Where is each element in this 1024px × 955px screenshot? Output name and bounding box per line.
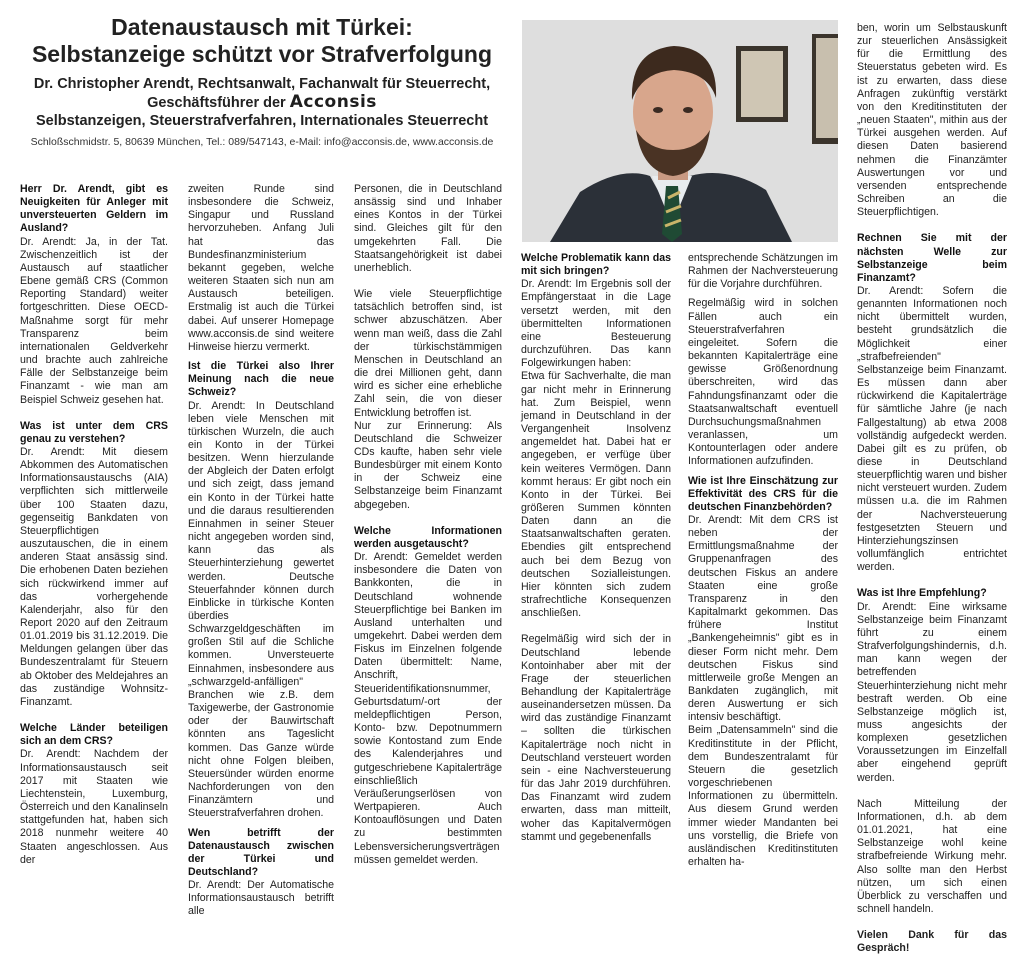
body-text: Beim „Datensammeln" sind die Kreditinstitute in der Pflicht, dem Bundeszentralamt für Steuern die gesetzlich vorgeschriebenen Informationen zu übermitteln. Aus diesem Grund werden immer wieder Mandanten bei uns vorstellig, die Briefe von ausländischen Kreditinstituten erhalten ha-	[688, 724, 838, 869]
question-text: Ist die Türkei also Ihrer Meinung nach die neue Schweiz?	[188, 360, 334, 399]
question-text: Was ist Ihre Empfehlung?	[857, 587, 987, 600]
title-line-2: Selbstanzeige schützt vor Strafverfolgung	[31, 41, 493, 67]
article-column-6	[857, 22, 1007, 955]
answer-text: Dr. Arendt: Der Automatische Informationsaustausch betrifft alle	[188, 879, 334, 918]
author-role: Geschäftsführer der	[147, 95, 286, 111]
body-text: ben, worin um Selbstauskunft zur steuerlichen Ansässigkeit für die Ermittlung des Steuerstatus gebeten wird. Es ist zu erwarten, dass diese Anfragen zukünftig verstärkt von den Kreditinstituten der „neuen Staaten", mithin aus der Türkei ausgehen werden. Auf diesen Daten basierend nehmen die Finanzämter Auswertungen vor und versenden entsprechende Schreiben an die Steuerpflichtigen.	[857, 22, 1007, 219]
article-title	[12, 14, 512, 68]
question-text: Welche Länder beteiligen sich an dem CRS?	[20, 722, 168, 748]
question-text: Welche Informationen werden ausgetauscht?	[354, 524, 502, 550]
author-block	[12, 75, 512, 130]
answer-text: Dr. Arendt: Ja, in der Tat. Zwischenzeitlich ist der Austausch auf staatlicher Ebene gemäß CRS (Common Reporting Standard) weiter fortgeschritten. Diese OECD-Maßnahme sorgt für mehr Transparenz beim internationalen Geldverkehr und brachte auch zahlreiche Fälle der Selbstanzeige beim Finanzamt - wie man am Beispiel Schweiz gesehen hat.	[20, 235, 168, 406]
body-text: Regelmäßig wird in solchen Fällen auch ein Steuerstrafverfahren eingeleitet. Sofern die bekannten Kapitalerträge eine gewisse Größenordnung überschreiten, wird das Fahndungsfinanzamt oder die Staatsanwaltschaft eventuell Durchsuchungsmaßnahmen veranlassen, um Kontounterlagen oder andere Informationen aufzufinden.	[688, 297, 838, 468]
acconsis-logo: Acconsis	[289, 92, 377, 112]
question-text: Herr Dr. Arendt, gibt es Neuigkeiten für Anleger mit unversteuerten Geldern im Ausland?	[20, 183, 168, 235]
question-text: Rechnen Sie mit der nächsten Welle zur Selbstanzeige beim Finanzamt?	[857, 232, 1007, 284]
article-column-3	[354, 183, 502, 866]
article-column-2	[188, 183, 334, 918]
answer-text: Dr. Arendt: Im Ergebnis soll der Empfängerstaat in die Lage versetzt werden, mit den übermittelten Informationen eine Besteuerung durchzuführen. Das kann Folgewirkungen haben:	[521, 278, 671, 370]
article-column-4	[521, 252, 671, 843]
answer-text: Dr. Arendt: Eine wirksame Selbstanzeige beim Finanzamt führt zu einem Strafverfolgungshindernis, d.h. man kann wegen der betreffenden Steuerhinterziehung nicht mehr bestraft werden. Ob eine Selbstanzeige möglich ist, muss angesichts der komplexen gesetzlichen Voraussetzungen im Einzelfall aber eingehend geprüft werden.	[857, 600, 1007, 784]
portrait-illustration	[522, 20, 838, 242]
body-text: Wie viele Steuerpflichtige tatsächlich betroffen sind, ist schwer abzuschätzen. Aber wenn man weiß, dass die Zahl der türkischstämmigen Menschen in Deutschland an die drei Millionen geht, dann wird es sicher eine erhebliche Zahl sein, die von dieser Entwicklung betroffen ist.	[354, 288, 502, 419]
answer-text: Dr. Arendt: Mit diesem Abkommen des Automatischen Informationsaustauschs (AIA) verpflichten sich mittlerweile über 100 Staaten dazu, gegenseitig Bankdaten von Steuerpflichtigen auszutauschen, die in einem anderen Staat ansässig sind. Die erhobenen Daten beziehen sich rückwirkend immer auf das vorhergehende Kalenderjahr, also für den Report 2020 auf den Zeitraum 01.01.2019 bis 31.12.2019. Die Meldungen gelangen über das Bundeszentralamt für Steuern ab Oktober des Meldejahres an das zuständige Wohnsitz-Finanzamt.	[20, 445, 168, 708]
article-column-1	[20, 183, 168, 866]
closing-thanks: Vielen Dank für das Gespräch!	[857, 929, 1007, 955]
answer-text: Dr. Arendt: Mit dem CRS ist neben der Ermittlungsmaßnahme der Gruppenanfragen des deutschen Fiskus an andere Staaten eine große Transparenz in den Kapitalmarkt gekommen. Das frühere Institut „Bankengeheimnis" gibt es in dieser Form nicht mehr. Dem deutschen Fiskus sind mittlerweile große Mengen an Bankdaten zugänglich, mit deren Auswertung er sich intensiv beschäftigt.	[688, 513, 838, 724]
author-portrait	[522, 20, 838, 242]
question-text: Was ist unter dem CRS genau zu verstehen?	[20, 419, 168, 445]
body-text: Regelmäßig wird sich der in Deutschland lebende Kontoinhaber aber mit der Frage der steuerlichen Behandlung der Kapitalerträge auseinandersetzen müssen. Da wird das zuständige Finanzamt – sollten die türkischen Kapitalerträge noch nicht in Deutschland versteuert worden sein - eine Nachversteuerung für das Jahr 2019 durchführen. Das Finanzamt wird zudem erwarten, dass man mitteilt, woher das Kapitalvermögen stammt und gegebenenfalls	[521, 633, 671, 843]
answer-text: Dr. Arendt: Sofern die genannten Informationen noch nicht übermittelt wurden, besteht grundsätzlich die Möglichkeit einer „strafbefreienden" Selbstanzeige beim Finanzamt. Es müssen dann aber rückwirkend die Kapitalerträge für sämtliche Jahre (je nach Fallgestaltung) ab etwa 2008 vollständig aufgedeckt werden. Dabei gilt es zu prüfen, ob diese in Deutschland steuerpflichtig waren und bisher nicht versteuert wurden. Zudem müssen u.a. die im Rahmen der Nachversteuerung festgesetzten Steuern und Hinterziehungszinsen vollumfänglich entrichtet werden.	[857, 284, 1007, 574]
author-line-2	[12, 93, 512, 112]
body-text: Etwa für Sachverhalte, die man gar nicht mehr in Erinnerung hat. Zum Beispiel, wenn jemand in Deutschland in der Vergangenheit Insolvenz angemeldet hat. Dabei hat er angegeben, er verfüge über kein weiteres Vermögen. Dann kommt heraus: Er gibt noch ein Konto in der Türkei. Bei größeren Summen könnten Daten dann an die Staatsanwaltschaften geraten. Ebendies gilt entsprechend auch bei dem Bezug von deutschen Sozialleistungen. Hier könnten sich zudem strafrechtliche Konsequenzen anschließen.	[521, 370, 671, 620]
question-text: Welche Problematik kann das mit sich bringen?	[521, 252, 671, 278]
question-text: Wie ist Ihre Einschätzung zur Effektivität des CRS für die deutschen Finanzbehörden?	[688, 474, 838, 513]
body-text: Personen, die in Deutschland ansässig sind und Inhaber eines Kontos in der Türkei sind. Gleiches gilt für den umgekehrten Fall. Die Staatsangehörigkeit ist dabei unerheblich.	[354, 183, 502, 274]
article-column-5	[688, 252, 838, 869]
author-line-3: Selbstanzeigen, Steuerstrafverfahren, Internationales Steuerrecht	[35, 113, 489, 129]
author-line-1: Dr. Christopher Arendt, Rechtsanwalt, Fachanwalt für Steuerrecht,	[33, 76, 491, 92]
contact-address: Schloßschmidstr. 5, 80639 München, Tel.: 089/547143, e-Mail: info@acconsis.de, www.acconsis.de	[30, 136, 494, 148]
body-text: entsprechende Schätzungen im Rahmen der Nachversteuerung für die Vorjahre durchführen.	[688, 252, 838, 291]
article-header	[12, 14, 512, 148]
body-text: Nach Mitteilung der Informationen, d.h. ab dem 01.01.2021, hat eine Selbstanzeige wohl keine strafbefreiende Wirkung mehr. Also sollte man den Herbst nützen, um sich einen Überblick zu verschaffen und schnell handeln.	[857, 797, 1007, 915]
answer-text: Dr. Arendt: Nachdem der Informationsaustausch seit 2017 mit Staaten wie Liechtenstein, Luxemburg, Österreich und den Kanalinseln stattgefunden hat, haben sich 2018 nunmehr weitere 40 Staaten angeschlossen. Aus der	[20, 748, 168, 866]
answer-text: Dr. Arendt: In Deutschland leben viele Menschen mit türkischen Wurzeln, die auch ein Konto in der Türkei besitzen. Wenn hierzulande der Abgleich der Daten erfolgt und sich zeigt, dass jemand ein Konto in der Türkei hatte und die daraus resultierenden Einnahmen in seiner Steuer nicht angegeben worden sind, kann das als Steuerhinterziehung gewertet werden. Deutsche Steuerfahnder können durch Einblicke in türkische Konten überdies Schwarzgeldgeschäften im großen Stil auf die Schliche kommen. Unversteuerte Einnahmen, insbesondere aus „schwarzgeld-anfälligen" Branchen wie z.B. dem Taxigewerbe, der Gastronomie oder der Bauwirtschaft könnten ans Tageslicht kommen. Das Ganze würde nicht ohne Folgen bleiben, Steuersünder würden enorme Nachforderungen von den Finanzämtern und Steuerstrafverfahren drohen.	[188, 399, 334, 820]
body-text: zweiten Runde sind insbesondere die Schweiz, Singapur und Russland hervorzuheben. Anfang Juli hat das Bundesfinanzministerium bekannt gegeben, welche weiteren Staaten sich nun am Austausch beteiligen. Erstmalig ist auch die Türkei dabei. Auf unserer Homepage www.acconsis.de sind weitere Hinweise hierzu vermerkt.	[188, 183, 334, 353]
answer-text: Dr. Arendt: Gemeldet werden insbesondere die Daten von Bankkonten, die in Deutschland wohnende Steuerpflichtige bei Banken im Ausland unterhalten und umgekehrt. Dabei werden dem Fiskus im Einzelnen folgende Daten übermittelt: Name, Anschrift, Steueridentifikationsnummer, Geburtsdatum/-ort der meldepflichtigen Person, Konto- bzw. Depotnummern sowie Kontostand zum Ende des Kalenderjahres und gutgeschriebene Kapitalerträge einschließlich Veräußerungserlösen von Wertpapieren. Auch Kontoauflösungen und Daten zu bestimmten Lebensversicherungsverträgen müssen gemeldet werden.	[354, 551, 502, 866]
body-text: Nur zur Erinnerung: Als Deutschland die Schweizer CDs kaufte, haben sehr viele Bundesbürger mit einem Konto in der Schweiz eine Selbstanzeige beim Finanzamt abgegeben.	[354, 419, 502, 511]
question-text: Wen betrifft der Datenaustausch zwischen der Türkei und Deutschland?	[188, 826, 334, 878]
title-line-1: Datenaustausch mit Türkei:	[111, 14, 413, 40]
